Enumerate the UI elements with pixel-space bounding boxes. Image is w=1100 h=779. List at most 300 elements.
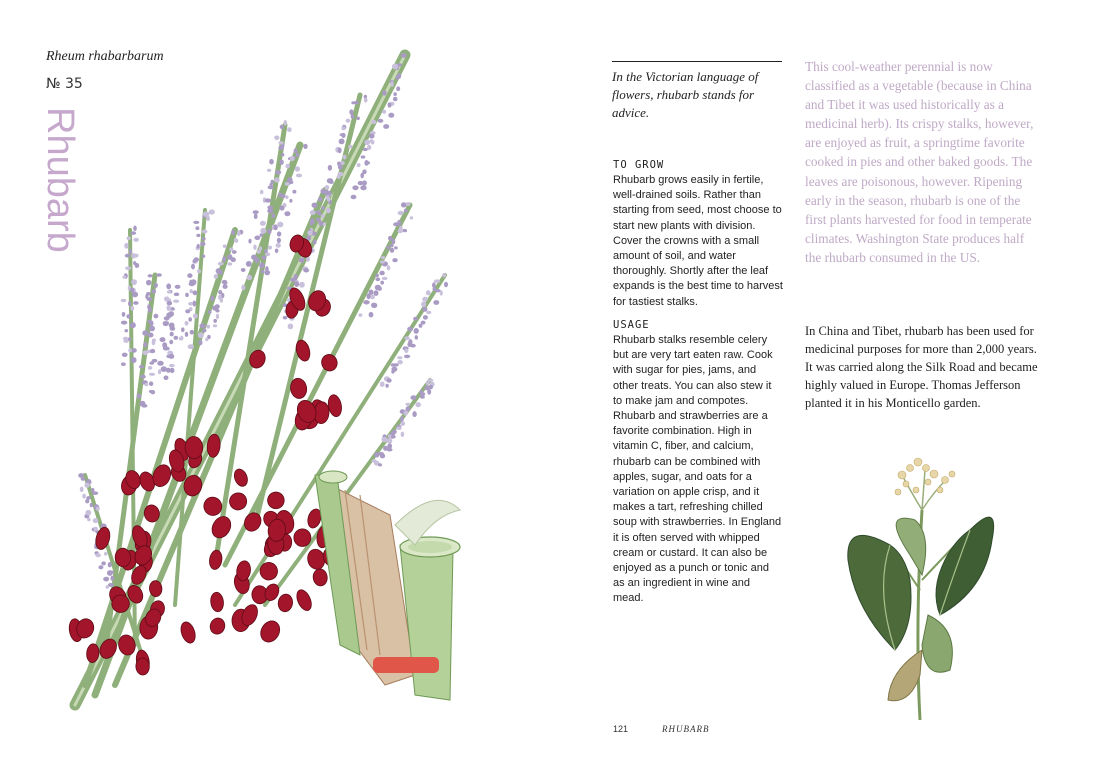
flower-bud [289, 199, 292, 203]
flower-bud [223, 245, 227, 248]
flower-bud [130, 288, 135, 293]
flower-bud [265, 198, 271, 202]
flower-bud [406, 406, 411, 411]
flower-bud [397, 356, 402, 359]
flower-bud [381, 256, 385, 259]
flower-bud [121, 299, 127, 302]
flower-bud [380, 382, 385, 387]
flower-bud [143, 342, 147, 347]
flower-bud [253, 245, 256, 250]
flower-bud [374, 452, 379, 457]
flower-bud [415, 402, 421, 407]
flower-bud [380, 260, 385, 263]
flower-bud [148, 333, 154, 338]
flower-bud [296, 174, 302, 178]
flower-bud [413, 317, 418, 321]
flower-bud [227, 262, 232, 265]
flower-bud [414, 328, 419, 334]
flower-bud [121, 362, 126, 366]
flower-bud [280, 125, 284, 130]
flower-bud [352, 185, 358, 190]
flower-bud [410, 395, 416, 400]
flower-bud [110, 576, 114, 581]
seed-pod [226, 490, 249, 513]
flower-bud [328, 191, 332, 196]
flower-bud [288, 324, 294, 330]
flower-bud [260, 233, 264, 237]
flower-bud [382, 110, 386, 114]
flower-bud [169, 354, 175, 359]
flower-bud [268, 186, 274, 190]
history-paragraph: In China and Tibet, rhubarb has been used for medicinal purposes for more than 2,000 years. It was carried along the Silk Road and became highly valued in Europe. Thomas Jefferson planted it in his Monticello garden. [805, 324, 1038, 410]
flower-bud [299, 282, 305, 288]
flower-bud [122, 312, 126, 317]
flower-bud [337, 175, 341, 179]
flower-bud [339, 139, 345, 145]
flower-bud [277, 222, 283, 228]
flower-bud [128, 301, 131, 306]
flower-bud [209, 209, 215, 214]
flower-bud [149, 326, 155, 332]
flower-bud [396, 427, 402, 430]
running-head: RHUBARB [662, 724, 710, 734]
flower-bud [287, 127, 292, 132]
flower-bud [296, 153, 300, 158]
flower-bud [213, 324, 217, 327]
flower-bud [307, 230, 312, 236]
flower-bud [351, 115, 355, 119]
flower-bud [326, 208, 331, 214]
flower-bud [433, 300, 439, 305]
flower-bud [158, 369, 161, 374]
flower-bud [220, 298, 223, 303]
flower-bud [123, 340, 128, 343]
flower-bud [143, 350, 149, 355]
flower-bud [200, 242, 205, 246]
flower-bud [284, 211, 290, 216]
flower-bud [222, 280, 228, 284]
flower-bud [371, 120, 376, 124]
flower-bud [360, 173, 364, 179]
flower-bud [124, 243, 128, 249]
flower-bud [195, 226, 199, 230]
flower-bud [93, 518, 99, 523]
flower-bud [241, 285, 245, 291]
flower-bud [404, 209, 408, 213]
flower-bud [433, 287, 437, 290]
flower-bud [412, 411, 416, 417]
flower-bud [363, 148, 368, 151]
seed-pod [178, 620, 197, 645]
flower-bud [260, 221, 266, 226]
flower-bud [260, 190, 264, 195]
flower-bud [185, 332, 189, 337]
flower-bud [315, 211, 320, 214]
flower-bud [366, 161, 370, 164]
flower-bud [401, 202, 407, 207]
flower-bud [193, 259, 196, 263]
flower-bud [237, 230, 241, 236]
flower-bud [150, 349, 155, 353]
flower-bud [151, 390, 156, 394]
flower-bud [82, 494, 86, 499]
flower-bud [370, 295, 375, 300]
flower-bud [185, 309, 190, 313]
flower-bud [367, 293, 371, 299]
flower-bud [95, 553, 101, 557]
flower-bud [253, 210, 259, 214]
flower-bud [285, 195, 288, 199]
flower-bud [390, 248, 394, 253]
flower-bud [388, 102, 392, 107]
flower-bud [329, 180, 334, 184]
victorian-quote: In the Victorian language of flowers, rhubarb stands for advice. [612, 69, 759, 120]
flower-bud [152, 289, 157, 293]
flower-bud [440, 290, 443, 295]
flower-bud [387, 246, 390, 250]
flower-bud [164, 296, 169, 301]
flower-bud [146, 292, 151, 296]
flower-bud [290, 156, 295, 161]
flower-bud [279, 192, 282, 197]
flower-bud [167, 301, 173, 305]
flower-bud [147, 297, 152, 301]
flower-bud [199, 323, 205, 328]
flower-bud [104, 552, 107, 556]
flower-bud [213, 319, 217, 323]
flower-bud [327, 196, 330, 201]
flower-bud [342, 126, 346, 130]
flower-bud [360, 185, 366, 190]
flower-bud [371, 140, 375, 145]
flower-bud [174, 293, 180, 297]
flower-bud [321, 206, 325, 210]
flower-bud [379, 271, 384, 276]
flower-bud [427, 389, 431, 395]
flower-bud [257, 250, 261, 254]
flower-bud [149, 373, 155, 376]
flower-bud [349, 109, 353, 115]
flower-bud [276, 243, 281, 248]
flower-bud [192, 301, 196, 307]
flower-bud [278, 141, 283, 145]
flower-bud [292, 190, 296, 194]
flower-bud [101, 561, 106, 565]
flower-bud [361, 155, 366, 158]
flower-bud [131, 357, 136, 363]
flower-bud [358, 313, 362, 316]
usage-text: Rhubarb stalks resemble celery but are very tart eaten raw. Cook with sugar for pies, jams, and other treats. You can also stew it to make jam and compotes. Rhubarb and strawberries are a favorite combination. High in vitamin C, fiber, and calcium, rhubarb can be combined with apples, sugar, and oats for a variation on apple crisp, and it makes a tart, refreshing chilled soup with strawberries. In England it is often served with whipped cream or custard. It can also be enjoyed as a punch or tonic and as an ingredient in wine and mead. [613, 334, 782, 605]
flower-bud [284, 120, 288, 126]
intro-paragraph: This cool-weather perennial is now classified as a vegetable (because in China and Tibet it was used historically as a medicinal herb). Its crispy stalks, however, are enjoyed as fruit, a springtime favorite cooked in pies and other baked goods. The leaves are poisonous, however. Ripening early in the season, rhubarb is one of the first plants harvested for food in temperate climates. Washington State produces half the rhubarb consumed in the US. [805, 59, 1034, 265]
flower-bud [383, 124, 389, 129]
flower-bud [396, 86, 400, 91]
flower-bud [277, 231, 281, 236]
flower-bud [371, 303, 377, 308]
flower-bud [404, 355, 410, 359]
flower-bud [283, 316, 288, 320]
flower-bud [427, 379, 433, 382]
flower-bud [319, 221, 324, 226]
flower-bud [275, 170, 281, 175]
flower-bud [254, 214, 258, 219]
flower-bud [106, 585, 110, 588]
flower-bud [170, 368, 175, 373]
flower-bud [382, 90, 387, 95]
seed-pod [319, 352, 339, 373]
flower-bud [199, 340, 203, 346]
flower-bud [387, 448, 393, 452]
flower-bud [157, 361, 163, 366]
plant-title-text: Rhubarb [39, 107, 81, 253]
flower-bud [167, 290, 171, 293]
flower-bud [275, 249, 279, 254]
flower-bud [310, 218, 314, 222]
flower-bud [421, 301, 426, 307]
flower-bud [388, 434, 392, 438]
flower-bud [398, 211, 404, 215]
seed-pod [185, 436, 203, 459]
flower-bud [285, 182, 290, 186]
flower-bud [148, 320, 153, 323]
flower-bud [444, 282, 448, 288]
flower-bud [185, 321, 189, 326]
flower-bud [422, 297, 428, 302]
flower-bud [80, 487, 84, 493]
flower-bud [196, 234, 200, 237]
flower-bud [81, 477, 86, 480]
flower-bud [394, 246, 398, 249]
flower-bud [131, 279, 137, 285]
flower-bud [392, 258, 397, 262]
flower-bud [262, 256, 267, 260]
flower-bud [274, 224, 278, 230]
usage-heading: USAGE [613, 319, 650, 331]
flower-bud [390, 244, 394, 247]
flower-bud [269, 159, 274, 165]
flower-bud [325, 185, 330, 190]
flower-bud [109, 571, 114, 574]
flower-bud [363, 300, 369, 304]
flower-bud [216, 314, 219, 320]
cut-stalks [315, 471, 460, 700]
flower-bud [401, 53, 407, 58]
seed-pod [257, 618, 283, 646]
flower-bud [279, 160, 283, 165]
flower-bud [404, 411, 408, 416]
flower-bud [232, 250, 237, 254]
flower-bud [420, 396, 425, 399]
flower-bud [369, 312, 374, 318]
flower-bud [133, 254, 139, 258]
flower-bud [407, 327, 413, 332]
flower-bud [152, 359, 158, 363]
flower-bud [202, 329, 207, 333]
flower-bud [148, 307, 151, 313]
flower-bud [84, 483, 89, 488]
species-latin-name: Rheum rhabarbarum [46, 49, 164, 64]
flower-bud [387, 378, 392, 382]
flower-bud [261, 270, 264, 274]
flower-bud [206, 325, 210, 329]
flower-bud [165, 347, 169, 350]
flower-bud [189, 282, 195, 287]
flower-bud [206, 216, 210, 221]
flower-bud [163, 322, 169, 327]
flower-bud [108, 562, 112, 567]
flower-bud [426, 311, 431, 314]
flower-bud [420, 390, 424, 395]
flower-bud [170, 326, 176, 330]
page-number: 121 [613, 724, 629, 734]
flower-bud [175, 285, 181, 289]
flower-bud [354, 101, 358, 105]
flower-bud [171, 307, 175, 310]
flower-bud [125, 266, 131, 270]
quote-rule [612, 61, 782, 62]
to-grow-text: Rhubarb grows easily in fertile, well-drained soils. Rather than starting from seed, most choose to start new plants with division. Cover the crowns with a small amount of soil, and water thoroughly. Shortly after the leaf expands is the best time to harvest for tastiest stalks. [613, 174, 783, 308]
flower-bud [312, 203, 318, 208]
flower-bud [299, 258, 303, 262]
flower-bud [85, 510, 91, 516]
flower-bud [149, 381, 153, 386]
flower-bud [285, 164, 290, 169]
flower-bud [343, 155, 347, 160]
flower-bud [259, 262, 265, 268]
flower-bud [181, 327, 185, 332]
flower-bud [403, 229, 407, 232]
flower-bud [260, 228, 266, 234]
flower-bud [131, 231, 137, 235]
flower-bud [382, 437, 388, 443]
flower-bud [274, 177, 280, 182]
flower-bud [426, 290, 431, 295]
flower-bud [185, 293, 189, 297]
flower-bud [380, 454, 385, 459]
flower-bud [140, 375, 146, 379]
flower-bud [415, 335, 418, 340]
flower-bud [375, 277, 380, 281]
flower-bud [388, 113, 394, 118]
flower-bud [141, 404, 147, 408]
flower-bud [190, 289, 193, 293]
flower-bud [235, 239, 238, 243]
flower-bud [122, 353, 128, 357]
flower-bud [130, 306, 134, 311]
to-grow-heading: TO GROW [613, 159, 665, 171]
flower-bud [156, 273, 162, 277]
flower-bud [103, 577, 109, 582]
flower-bud [248, 239, 251, 244]
flower-bud [378, 463, 382, 466]
flower-bud [125, 254, 130, 258]
flower-bud [401, 432, 405, 437]
flower-bud [391, 363, 396, 367]
flower-bud [188, 344, 194, 349]
seed-pod [208, 549, 223, 570]
flower-bud [397, 360, 402, 364]
flower-bud [223, 284, 228, 289]
flower-bud [193, 290, 198, 295]
flower-bud [378, 119, 384, 123]
flower-bud [148, 366, 153, 370]
flower-bud [369, 134, 374, 139]
flower-bud [362, 180, 367, 185]
flower-bud [280, 205, 285, 210]
flower-bud [130, 323, 136, 329]
flower-bud [380, 281, 384, 285]
flower-bud [364, 98, 368, 103]
flower-bud [160, 337, 166, 342]
flower-bud [218, 262, 224, 266]
flower-bud [132, 292, 138, 298]
flower-bud [87, 518, 91, 521]
flower-bud [164, 316, 170, 320]
flower-bud [357, 163, 361, 167]
flower-bud [342, 133, 346, 138]
flower-bud [295, 166, 300, 171]
flower-bud [346, 119, 351, 123]
flower-bud [168, 311, 174, 317]
flower-bud [78, 473, 84, 478]
flower-bud [198, 332, 204, 338]
flower-bud [274, 136, 279, 141]
flower-bud [255, 257, 260, 263]
flower-bud [152, 340, 156, 345]
flower-bud [310, 210, 316, 215]
flower-bud [294, 148, 298, 153]
flower-bud [145, 383, 149, 386]
rhubarb-leaf-illustration [840, 450, 1000, 730]
flower-bud [404, 348, 408, 353]
flower-bud [154, 314, 159, 319]
flower-bud [132, 348, 137, 353]
seed-pod [210, 592, 225, 613]
flower-bud [434, 279, 440, 283]
flower-bud [277, 238, 281, 243]
flower-bud [166, 283, 171, 289]
flower-bud [146, 280, 151, 286]
flower-bud [188, 317, 192, 321]
flower-bud [278, 146, 284, 151]
flower-bud [254, 236, 260, 241]
flower-bud [92, 491, 98, 495]
flower-bud [422, 307, 427, 312]
flower-bud [241, 268, 246, 272]
flower-bud [222, 256, 226, 262]
flower-bud [281, 153, 284, 156]
flower-bud [129, 249, 132, 255]
flower-bud [133, 238, 139, 242]
flower-bud [202, 230, 208, 234]
entry-number: № 35 [46, 76, 83, 92]
flower-bud [267, 209, 273, 214]
flower-bud [351, 195, 357, 200]
flower-bud [133, 301, 138, 305]
flower-bud [397, 229, 403, 233]
flower-bud [268, 246, 272, 250]
flower-bud [133, 261, 136, 265]
flower-bud [338, 165, 343, 170]
flower-bud [382, 277, 388, 280]
seed-pod [294, 588, 314, 613]
flower-bud [387, 438, 392, 444]
flower-bud [410, 344, 416, 348]
seed-pod [312, 568, 328, 587]
flower-bud [202, 237, 206, 240]
flower-bud [125, 329, 129, 332]
flower-bud [190, 330, 194, 335]
